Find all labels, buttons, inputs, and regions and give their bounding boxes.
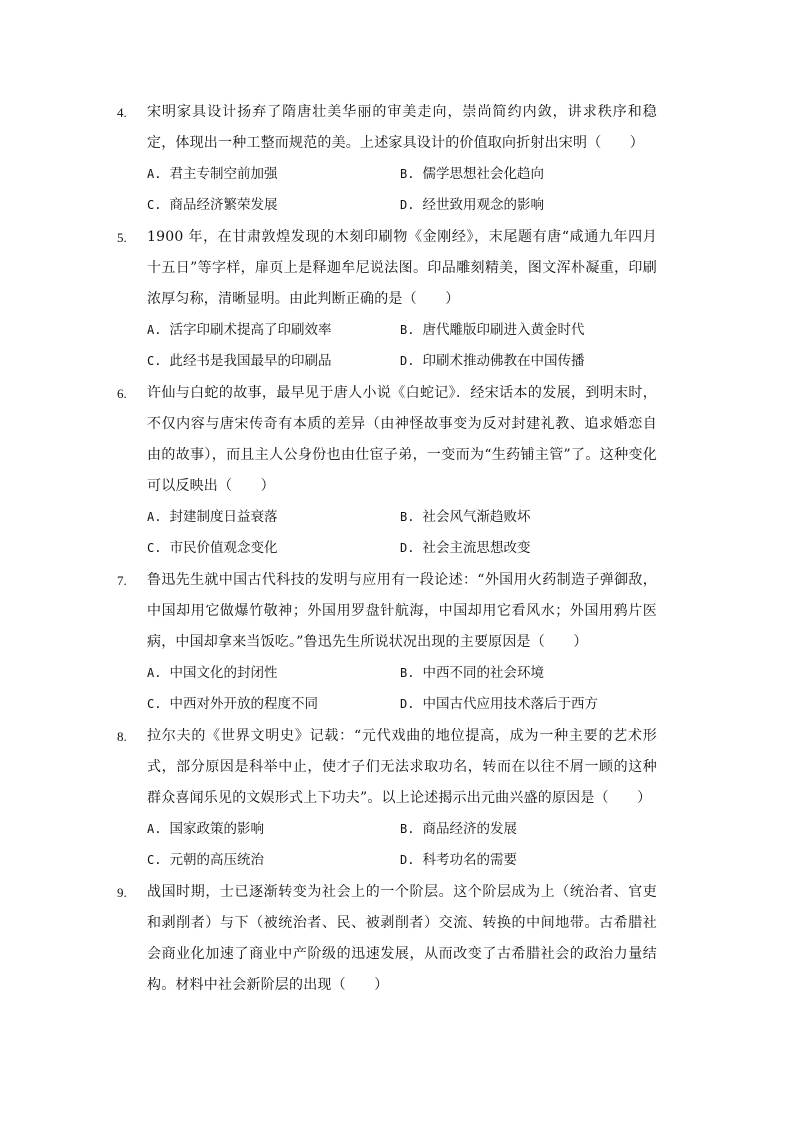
option-text: 此经书是我国最早的印刷品 [169,353,332,369]
option-text: 中西不同的社会环境 [422,665,544,681]
option-letter: C. [147,198,162,212]
question-number: 8. [117,729,127,744]
option-letter: C. [147,541,162,555]
option-letter: A. [147,510,162,524]
option-text: 中国古代应用技术落后于西方 [422,696,598,712]
option-letter: B. [400,822,415,836]
option-a[interactable] [147,814,264,845]
option-d[interactable] [400,689,598,720]
option-c[interactable] [147,845,264,876]
option-letter: C. [147,354,162,368]
option-text: 君主专制空前加强 [169,166,278,182]
option-letter: D. [400,697,415,711]
option-b[interactable] [400,502,530,533]
question-number: 9. [117,885,127,900]
option-text: 社会主流思想改变 [422,540,531,556]
question-number: 6. [117,386,127,401]
option-text: 商品经济的发展 [422,821,517,837]
question-stem: 鲁迅先生就中国古代科技的发明与应用有一段论述：“外国用火药制造子弹御敌，中国却用它做爆竹敬神；外国用罗盘针航海，中国却用它看风水；外国用鸦片医病，中国却拿来当饭吃。”鲁迅先生所说状况出现的主要原因是（ ） [147,572,657,650]
option-a[interactable] [147,502,277,533]
option-letter: D. [400,541,415,555]
option-d[interactable] [400,533,530,564]
option-letter: B. [400,510,415,524]
option-text: 国家政策的影响 [169,821,264,837]
option-b[interactable] [400,814,517,845]
question-stem: 拉尔夫的《世界文明史》记载：“元代戏曲的地位提高，成为一种主要的艺术形式，部分原因是科举中止，使才子们无法求取功名，转而在以往不屑一顾的这种群众喜闻乐见的文娱形式上下功夫”。以上论述揭示出元曲兴盛的原因是（ ） [147,728,657,806]
question-number: 5. [117,230,127,245]
option-letter: A. [147,323,162,337]
question-number: 4. [117,105,127,120]
option-text: 中西对外开放的程度不同 [169,696,318,712]
option-b[interactable] [400,315,584,346]
option-letter: A. [147,666,162,680]
option-letter: B. [400,666,415,680]
option-d[interactable] [400,845,517,876]
option-b[interactable] [400,159,544,190]
option-text: 中国文化的封闭性 [169,665,278,681]
option-letter: C. [147,697,162,711]
option-text: 活字印刷术提高了印刷效率 [169,322,332,338]
option-text: 商品经济繁荣发展 [169,197,278,213]
question-stem: 许仙与白蛇的故事，最早见于唐人小说《白蛇记》．经宋话本的发展，到明末时，不仅内容与唐宋传奇有本质的差异（由神怪故事变为反对封建礼教、追求婚恋自由的故事），而且主人公身份也由仕宦子弟，一变而为“生药铺主管”了。这种变化可以反映出（ ） [147,385,657,494]
option-letter: A. [147,822,162,836]
option-text: 唐代雕版印刷进入黄金时代 [422,322,585,338]
question-number: 7. [117,573,127,588]
option-a[interactable] [147,159,277,190]
question-stem: 1900 年，在甘肃敦煌发现的木刻印刷物《金刚经》，末尾题有唐“咸通九年四月十五日”等字样，扉页上是释迦牟尼说法图。印品雕刻精美，图文浑朴凝重，印刷浓厚匀称，清晰显明。由此判断正确的是（ ） [147,229,657,307]
option-text: 印刷术推动佛教在中国传播 [422,353,585,369]
option-text: 封建制度日益衰落 [169,509,278,525]
option-text: 儒学思想社会化趋向 [422,166,544,182]
option-letter: B. [400,323,415,337]
option-a[interactable] [147,658,277,689]
option-text: 元朝的高压统治 [169,852,264,868]
option-text: 经世致用观念的影响 [422,197,544,213]
option-text: 科考功名的需要 [422,852,517,868]
option-c[interactable] [147,346,331,377]
question-stem: 战国时期，士已逐渐转变为社会上的一个阶层。这个阶层成为上（统治者、官吏和剥削者）与下（被统治者、民、被剥削者）交流、转换的中间地带。古希腊社会商业化加速了商业中产阶级的迅速发展，从而改变了古希腊社会的政治力量结构。材料中社会新阶层的出现（ ） [147,884,657,993]
option-c[interactable] [147,533,277,564]
option-letter: A. [147,167,162,181]
option-letter: B. [400,167,415,181]
option-c[interactable] [147,190,277,221]
option-letter: D. [400,198,415,212]
option-d[interactable] [400,346,584,377]
option-text: 市民价值观念变化 [169,540,278,556]
option-letter: D. [400,354,415,368]
option-letter: C. [147,853,162,867]
option-d[interactable] [400,190,544,221]
option-b[interactable] [400,658,544,689]
option-letter: D. [400,853,415,867]
question-stem: 宋明家具设计扬弃了隋唐壮美华丽的审美走向，崇尚简约内敛，讲求秩序和稳定，体现出一种工整而规范的美。上述家具设计的价值取向折射出宋明（ ） [147,104,657,151]
option-text: 社会风气渐趋败坏 [422,509,531,525]
option-a[interactable] [147,315,331,346]
option-c[interactable] [147,689,318,720]
